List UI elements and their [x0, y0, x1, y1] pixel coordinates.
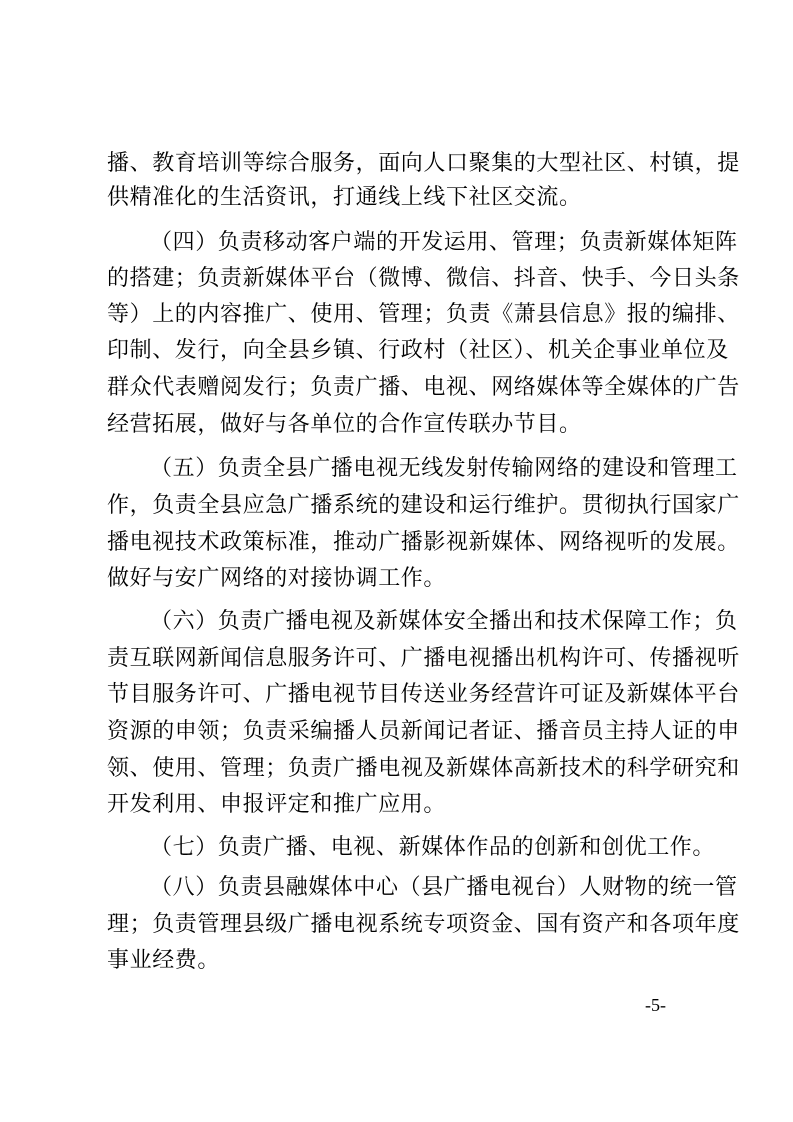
- paragraph-line: 理；负责管理县级广播电视系统专项资金、国有资产和各项年度: [107, 912, 740, 937]
- paragraph-line: （五）负责全县广播电视无线发射传输网络的建设和管理工: [150, 456, 738, 481]
- paragraph-line: （七）负责广播、电视、新媒体作品的创新和创优工作。: [150, 835, 716, 860]
- paragraph-line: 责互联网新闻信息服务许可、广播电视播出机构许可、传播视听: [107, 646, 740, 671]
- paragraph-line: 作，负责全县应急广播系统的建设和运行维护。贯彻执行国家广: [107, 493, 740, 518]
- paragraph-line: 供精准化的生活资讯，打通线上线下社区交流。: [107, 185, 582, 210]
- paragraph-line: 领、使用、管理；负责广播电视及新媒体高新技术的科学研究和: [107, 756, 740, 781]
- paragraph-line: 资源的申领；负责采编播人员新闻记者证、播音员主持人证的申: [107, 719, 740, 744]
- paragraph-line: 做好与安广网络的对接协调工作。: [107, 566, 447, 591]
- page-number: -5-: [645, 995, 666, 1015]
- paragraph-line: 播、教育培训等综合服务，面向人口聚集的大型社区、村镇，提: [107, 151, 740, 176]
- paragraph-line: （四）负责移动客户端的开发运用、管理；负责新媒体矩阵: [150, 230, 738, 255]
- paragraph-line: （六）负责广播电视及新媒体安全播出和技术保障工作；负: [150, 609, 738, 634]
- paragraph-line: 节目服务许可、广播电视节目传送业务经营许可证及新媒体平台: [107, 682, 740, 707]
- paragraph-line: 经营拓展，做好与各单位的合作宣传联办节目。: [107, 412, 582, 437]
- paragraph-line: 群众代表赠阅发行；负责广播、电视、网络媒体等全媒体的广告: [107, 375, 740, 400]
- paragraph-line: （八）负责县融媒体中心（县广播电视台）人财物的统一管: [150, 875, 738, 900]
- paragraph-line: 等）上的内容推广、使用、管理；负责《萧县信息》报的编排、: [107, 302, 740, 327]
- paragraph-line: 事业经费。: [107, 948, 221, 973]
- paragraph-line: 印制、发行，向全县乡镇、行政村（社区）、机关企事业单位及: [107, 338, 729, 363]
- paragraph-line: 的搭建；负责新媒体平台（微博、微信、抖音、快手、今日头条: [107, 266, 740, 291]
- paragraph-line: 开发利用、申报评定和推广应用。: [107, 792, 447, 817]
- paragraph-line: 播电视技术政策标准，推动广播影视新媒体、网络视听的发展。: [107, 530, 740, 555]
